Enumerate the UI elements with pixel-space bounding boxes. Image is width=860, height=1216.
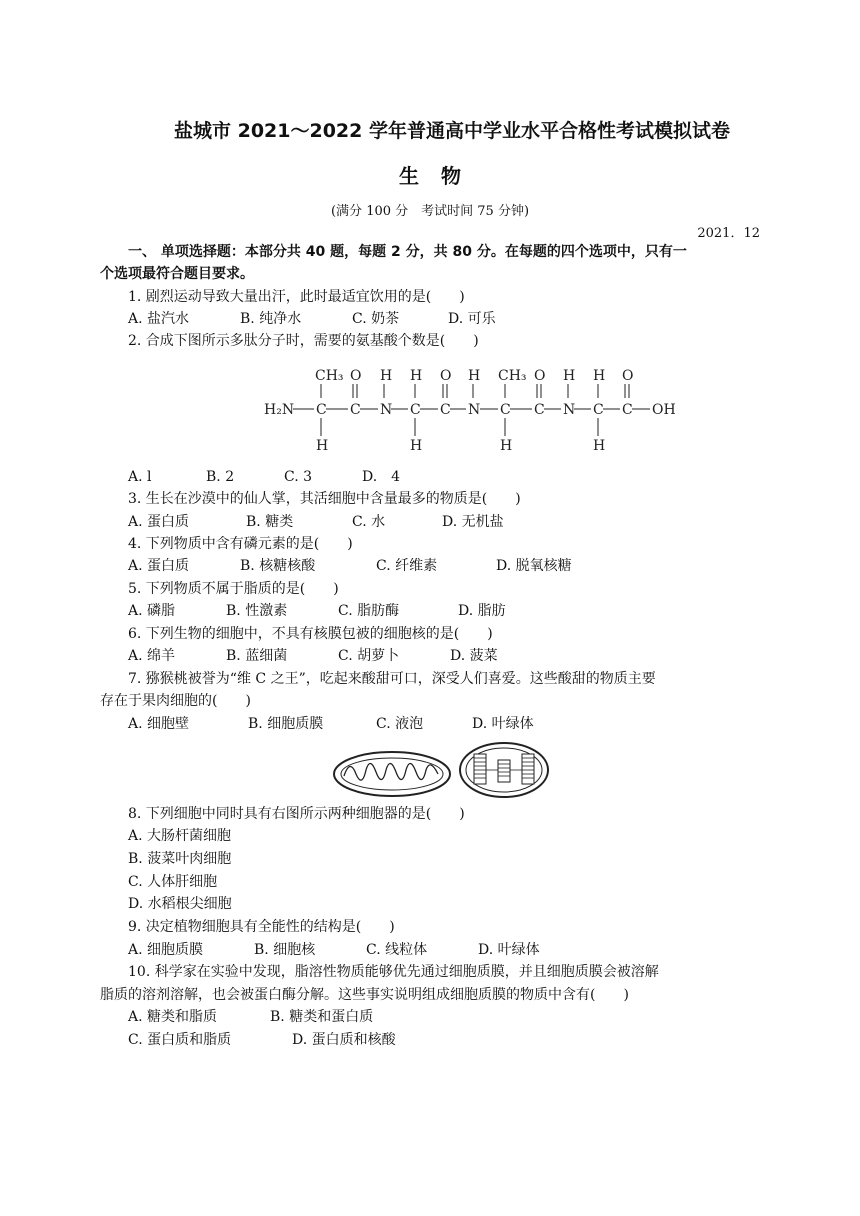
question-7-stem-line2: 存在于果肉细胞的( ) xyxy=(100,693,251,709)
option[interactable]: D. 叶绿体 xyxy=(478,942,540,958)
option[interactable]: C. 线粒体 xyxy=(366,942,428,958)
peptide-label: H xyxy=(410,368,423,384)
option[interactable]: D. 水稻根尖细胞 xyxy=(128,896,232,912)
chloroplast-figure xyxy=(456,740,552,800)
polypeptide-structure-diagram xyxy=(260,364,690,456)
option[interactable]: B. 核糖核酸 xyxy=(240,558,316,574)
question-9-options xyxy=(128,940,738,960)
question-3-stem: 3. 生长在沙漠中的仙人掌，其活细胞中含量最多的物质是( ) xyxy=(128,491,521,507)
peptide-label: O xyxy=(622,368,634,384)
question-10-stem-line2: 脂质的溶剂溶解，也会被蛋白酶分解。这些事实说明组成细胞质膜的物质中含有( ) xyxy=(100,987,629,1003)
option[interactable]: B. 性激素 xyxy=(226,603,288,619)
question-7-stem-line1: 7. 猕猴桃被誉为“维 C 之王”，吃起来酸甜可口，深受人们喜爱。这些酸甜的物质主要 xyxy=(128,671,656,687)
peptide-label: O xyxy=(440,368,452,384)
option[interactable]: A. 糖类和脂质 xyxy=(128,1009,218,1025)
option[interactable]: B. 蓝细菌 xyxy=(226,648,288,664)
exam-date: 2021．12 xyxy=(697,226,760,241)
option[interactable]: B. 2 xyxy=(206,469,235,485)
option[interactable]: C. 水 xyxy=(352,514,386,530)
option[interactable]: C. 脂肪酶 xyxy=(338,603,400,619)
option[interactable]: C. 纤维素 xyxy=(376,558,438,574)
question-1-options xyxy=(128,309,738,329)
peptide-label: CH₃ xyxy=(315,368,344,384)
option[interactable]: A. 细胞壁 xyxy=(128,716,190,732)
option[interactable]: B. 糖类和蛋白质 xyxy=(270,1009,374,1025)
question-2-stem: 2. 合成下图所示多肽分子时，需要的氨基酸个数是( ) xyxy=(128,333,479,349)
option[interactable]: A. 细胞质膜 xyxy=(128,942,204,958)
peptide-label: C xyxy=(410,402,421,418)
question-8-stem: 8. 下列细胞中同时具有右图所示两种细胞器的是( ) xyxy=(128,806,465,822)
question-9-stem: 9. 决定植物细胞具有全能性的结构是( ) xyxy=(128,919,395,935)
option[interactable]: A. 绵羊 xyxy=(128,648,176,664)
peptide-label: H xyxy=(563,368,576,384)
peptide-label: OH xyxy=(652,402,676,418)
peptide-label: C xyxy=(534,402,545,418)
peptide-label: N xyxy=(468,402,481,418)
peptide-label: H xyxy=(593,438,606,454)
question-5-options xyxy=(128,601,738,621)
subject-title: 生物 xyxy=(399,164,483,188)
option[interactable]: C. 蛋白质和脂质 xyxy=(128,1032,232,1048)
question-2-options xyxy=(128,467,738,487)
question-6-stem: 6. 下列生物的细胞中，不具有核膜包被的细胞核的是( ) xyxy=(128,626,493,642)
exam-title: 盐城市 2021～2022 学年普通高中学业水平合格性考试模拟试卷 xyxy=(174,120,730,142)
option[interactable]: A. 磷脂 xyxy=(128,603,176,619)
peptide-label: C xyxy=(350,402,361,418)
section-heading-line1: 一、 单项选择题：本部分共 40 题，每题 2 分，共 80 分。在每题的四个选项中，只有一 xyxy=(128,244,687,260)
question-10-options-row1 xyxy=(128,1007,738,1027)
question-4-stem: 4. 下列物质中含有磷元素的是( ) xyxy=(128,536,353,552)
peptide-label: C xyxy=(440,402,451,418)
peptide-label: H xyxy=(410,438,423,454)
option[interactable]: C. 奶茶 xyxy=(352,311,400,327)
option[interactable]: C. 胡萝卜 xyxy=(338,648,400,664)
option[interactable]: A. 蛋白质 xyxy=(128,514,190,530)
peptide-label: H xyxy=(380,368,393,384)
peptide-label: H xyxy=(468,368,481,384)
peptide-label: H xyxy=(500,438,513,454)
option[interactable]: A. 盐汽水 xyxy=(128,311,190,327)
peptide-label: H xyxy=(593,368,606,384)
question-1-stem: 1. 剧烈运动导致大量出汗，此时最适宜饮用的是( ) xyxy=(128,289,465,305)
exam-meta: (满分 100 分 考试时间 75 分钟) xyxy=(330,204,530,219)
option[interactable]: D. 叶绿体 xyxy=(472,716,534,732)
peptide-label: N xyxy=(563,402,576,418)
option[interactable]: B. 细胞核 xyxy=(254,942,316,958)
question-5-stem: 5. 下列物质不属于脂质的是( ) xyxy=(128,581,339,597)
peptide-label: C xyxy=(316,402,327,418)
option[interactable]: B. 糖类 xyxy=(246,514,294,530)
option[interactable]: C. 人体肝细胞 xyxy=(128,874,218,890)
peptide-label: H xyxy=(316,438,329,454)
question-10-stem-line1: 10. 科学家在实验中发现，脂溶性物质能够优先通过细胞质膜，并且细胞质膜会被溶解 xyxy=(128,964,659,980)
option[interactable]: D. 4 xyxy=(362,469,401,485)
question-4-options xyxy=(128,556,738,576)
question-3-options xyxy=(128,512,738,532)
question-10-options-row2 xyxy=(128,1030,738,1050)
peptide-label: N xyxy=(380,402,393,418)
peptide-label: O xyxy=(350,368,362,384)
peptide-label: C xyxy=(500,402,511,418)
option[interactable]: D. 可乐 xyxy=(448,311,496,327)
peptide-label: H₂N xyxy=(264,402,295,418)
peptide-label: CH₃ xyxy=(498,368,527,384)
mitochondrion-figure xyxy=(330,748,454,800)
option[interactable]: A. l xyxy=(128,469,152,485)
option[interactable]: B. 细胞质膜 xyxy=(248,716,324,732)
peptide-label: C xyxy=(593,402,604,418)
option[interactable]: D. 无机盐 xyxy=(442,514,504,530)
option[interactable]: D. 菠菜 xyxy=(450,648,498,664)
option[interactable]: C. 液泡 xyxy=(376,716,424,732)
question-7-options xyxy=(128,714,738,734)
option[interactable]: D. 脂肪 xyxy=(458,603,506,619)
question-6-options xyxy=(128,646,738,666)
option[interactable]: A. 蛋白质 xyxy=(128,558,190,574)
option[interactable]: A. 大肠杆菌细胞 xyxy=(128,828,232,844)
section-heading-line2: 个选项最符合题目要求。 xyxy=(100,266,254,282)
peptide-label: C xyxy=(622,402,633,418)
peptide-label: O xyxy=(534,368,546,384)
option[interactable]: B. 纯净水 xyxy=(240,311,302,327)
option[interactable]: C. 3 xyxy=(284,469,313,485)
option[interactable]: D. 脱氧核糖 xyxy=(496,558,572,574)
option[interactable]: D. 蛋白质和核酸 xyxy=(292,1032,396,1048)
option[interactable]: B. 菠菜叶肉细胞 xyxy=(128,851,232,867)
